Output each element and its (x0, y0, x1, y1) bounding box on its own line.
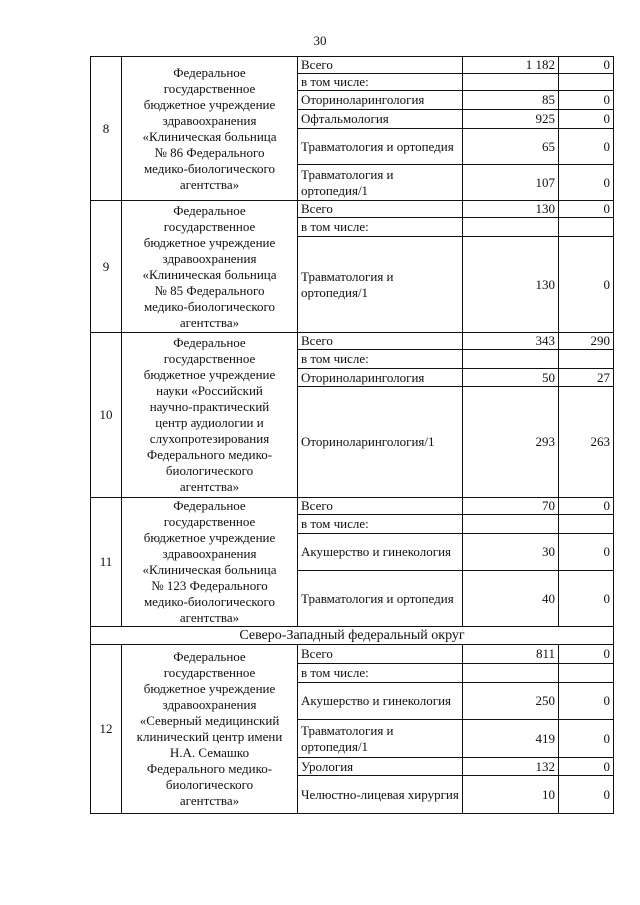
value-total: 10 (463, 776, 559, 814)
specialty-name: Травматология и ортопедия/1 (298, 165, 463, 201)
row-number: 9 (91, 201, 122, 333)
value-total (463, 350, 559, 369)
organization-line: Н.А. Семашко (169, 745, 250, 760)
organization-line: агентства» (179, 479, 240, 494)
value-secondary: 0 (559, 165, 614, 201)
specialty-name: в том числе: (298, 515, 463, 534)
hospital-beds-table (90, 56, 614, 814)
organization-line: бюджетное учреждение (143, 96, 276, 112)
organization-line: Федеральное (173, 335, 246, 350)
organization-line: медико-биологического (143, 298, 276, 314)
table-row (91, 201, 614, 218)
value-total (463, 664, 559, 683)
specialty-name: Всего (298, 645, 463, 664)
specialty-name: в том числе: (298, 664, 463, 683)
value-secondary: 263 (559, 387, 614, 498)
value-secondary: 0 (559, 498, 614, 515)
value-total: 250 (463, 683, 559, 720)
organization-line: «Северный медицинский (139, 713, 280, 728)
value-secondary (559, 664, 614, 683)
organization-line: государственное (163, 218, 256, 234)
table-row (91, 333, 614, 350)
organization-line: науки «Российский (156, 383, 263, 398)
specialty-name: в том числе: (298, 350, 463, 369)
value-secondary: 0 (559, 129, 614, 165)
organization-line: Федерального медико- (146, 761, 273, 776)
organization-line: агентства» (179, 610, 240, 625)
table-row (91, 645, 614, 664)
specialty-name: Оториноларингология (298, 369, 463, 387)
value-total: 811 (463, 645, 559, 664)
specialty-name: в том числе: (298, 218, 463, 237)
specialty-name: Всего (298, 57, 463, 74)
specialty-name: в том числе: (298, 74, 463, 91)
value-total: 30 (463, 534, 559, 571)
value-secondary: 0 (559, 57, 614, 74)
organization-line: центр аудиологии и (155, 415, 264, 430)
value-secondary (559, 74, 614, 91)
row-number: 8 (91, 57, 122, 201)
organization-line: научно-практический (149, 399, 270, 414)
table-body (91, 57, 614, 814)
specialty-name: Акушерство и гинекология (298, 534, 463, 571)
organization-line: № 86 Федерального (154, 144, 265, 160)
value-secondary: 0 (559, 91, 614, 110)
region-row (91, 627, 614, 645)
value-secondary: 0 (559, 110, 614, 129)
value-total: 107 (463, 165, 559, 201)
organization-line: бюджетное учреждение (143, 681, 276, 696)
row-number: 12 (91, 645, 122, 814)
organization-name (122, 57, 298, 201)
organization-line: агентства» (179, 793, 240, 808)
value-secondary: 0 (559, 683, 614, 720)
organization-line: Федерального медико- (146, 447, 273, 462)
organization-line: Федеральное (173, 649, 246, 664)
specialty-name: Травматология и ортопедия/1 (298, 237, 463, 333)
organization-line: здравоохранения (162, 546, 257, 561)
organization-line: медико-биологического (143, 160, 276, 176)
organization-name (122, 498, 298, 627)
organization-line: слухопротезирования (149, 431, 270, 446)
specialty-name: Оториноларингология/1 (298, 387, 463, 498)
organization-line: здравоохранения (162, 112, 257, 128)
organization-line: агентства» (179, 314, 240, 330)
organization-line: Федеральное (173, 64, 246, 80)
value-total: 1 182 (463, 57, 559, 74)
value-secondary: 0 (559, 645, 614, 664)
organization-name (122, 645, 298, 814)
row-number: 11 (91, 498, 122, 627)
organization-line: № 85 Федерального (154, 282, 265, 298)
value-secondary: 290 (559, 333, 614, 350)
value-total: 130 (463, 237, 559, 333)
organization-line: биологического (165, 777, 254, 792)
value-secondary (559, 218, 614, 237)
organization-line: клинический центр имени (136, 729, 283, 744)
value-secondary: 0 (559, 758, 614, 776)
value-total (463, 515, 559, 534)
value-secondary: 27 (559, 369, 614, 387)
value-total: 130 (463, 201, 559, 218)
value-secondary: 0 (559, 237, 614, 333)
value-total: 65 (463, 129, 559, 165)
value-secondary: 0 (559, 534, 614, 571)
value-secondary (559, 515, 614, 534)
region-title: Северо-Западный федеральный округ (91, 627, 614, 645)
specialty-name: Травматология и ортопедия/1 (298, 720, 463, 758)
specialty-name: Всего (298, 333, 463, 350)
organization-line: биологического (165, 463, 254, 478)
table-row (91, 57, 614, 74)
organization-line: «Клиническая больница (142, 266, 277, 282)
organization-line: государственное (163, 80, 256, 96)
organization-line: «Клиническая больница (142, 128, 277, 144)
page-number: 30 (313, 33, 327, 48)
specialty-name: Офтальмология (298, 110, 463, 129)
organization-line: здравоохранения (162, 697, 257, 712)
value-secondary: 0 (559, 571, 614, 627)
value-total: 925 (463, 110, 559, 129)
value-total: 70 (463, 498, 559, 515)
specialty-name: Травматология и ортопедия (298, 129, 463, 165)
organization-line: «Клиническая больница (142, 562, 277, 577)
organization-line: государственное (163, 665, 256, 680)
value-total: 343 (463, 333, 559, 350)
organization-line: бюджетное учреждение (143, 367, 276, 382)
value-total: 419 (463, 720, 559, 758)
value-secondary: 0 (559, 776, 614, 814)
organization-line: Федеральное (173, 498, 246, 513)
value-secondary: 0 (559, 720, 614, 758)
value-total (463, 74, 559, 91)
table-row (91, 498, 614, 515)
value-total: 293 (463, 387, 559, 498)
organization-line: № 123 Федерального (151, 578, 268, 593)
organization-line: здравоохранения (162, 250, 257, 266)
value-secondary: 0 (559, 201, 614, 218)
specialty-name: Урология (298, 758, 463, 776)
value-secondary (559, 350, 614, 369)
organization-line: бюджетное учреждение (143, 530, 276, 545)
value-total (463, 218, 559, 237)
organization-line: государственное (163, 514, 256, 529)
organization-line: бюджетное учреждение (143, 234, 276, 250)
value-total: 40 (463, 571, 559, 627)
organization-line: государственное (163, 351, 256, 366)
organization-name (122, 201, 298, 333)
organization-line: агентства» (179, 176, 240, 192)
value-total: 50 (463, 369, 559, 387)
row-number: 10 (91, 333, 122, 498)
specialty-name: Травматология и ортопедия (298, 571, 463, 627)
value-total: 85 (463, 91, 559, 110)
organization-line: медико-биологического (143, 594, 276, 609)
specialty-name: Всего (298, 498, 463, 515)
specialty-name: Челюстно-лицевая хирургия (298, 776, 463, 814)
specialty-name: Всего (298, 201, 463, 218)
specialty-name: Оториноларингология (298, 91, 463, 110)
value-total: 132 (463, 758, 559, 776)
organization-line: Федеральное (173, 202, 246, 218)
organization-name (122, 333, 298, 498)
specialty-name: Акушерство и гинекология (298, 683, 463, 720)
